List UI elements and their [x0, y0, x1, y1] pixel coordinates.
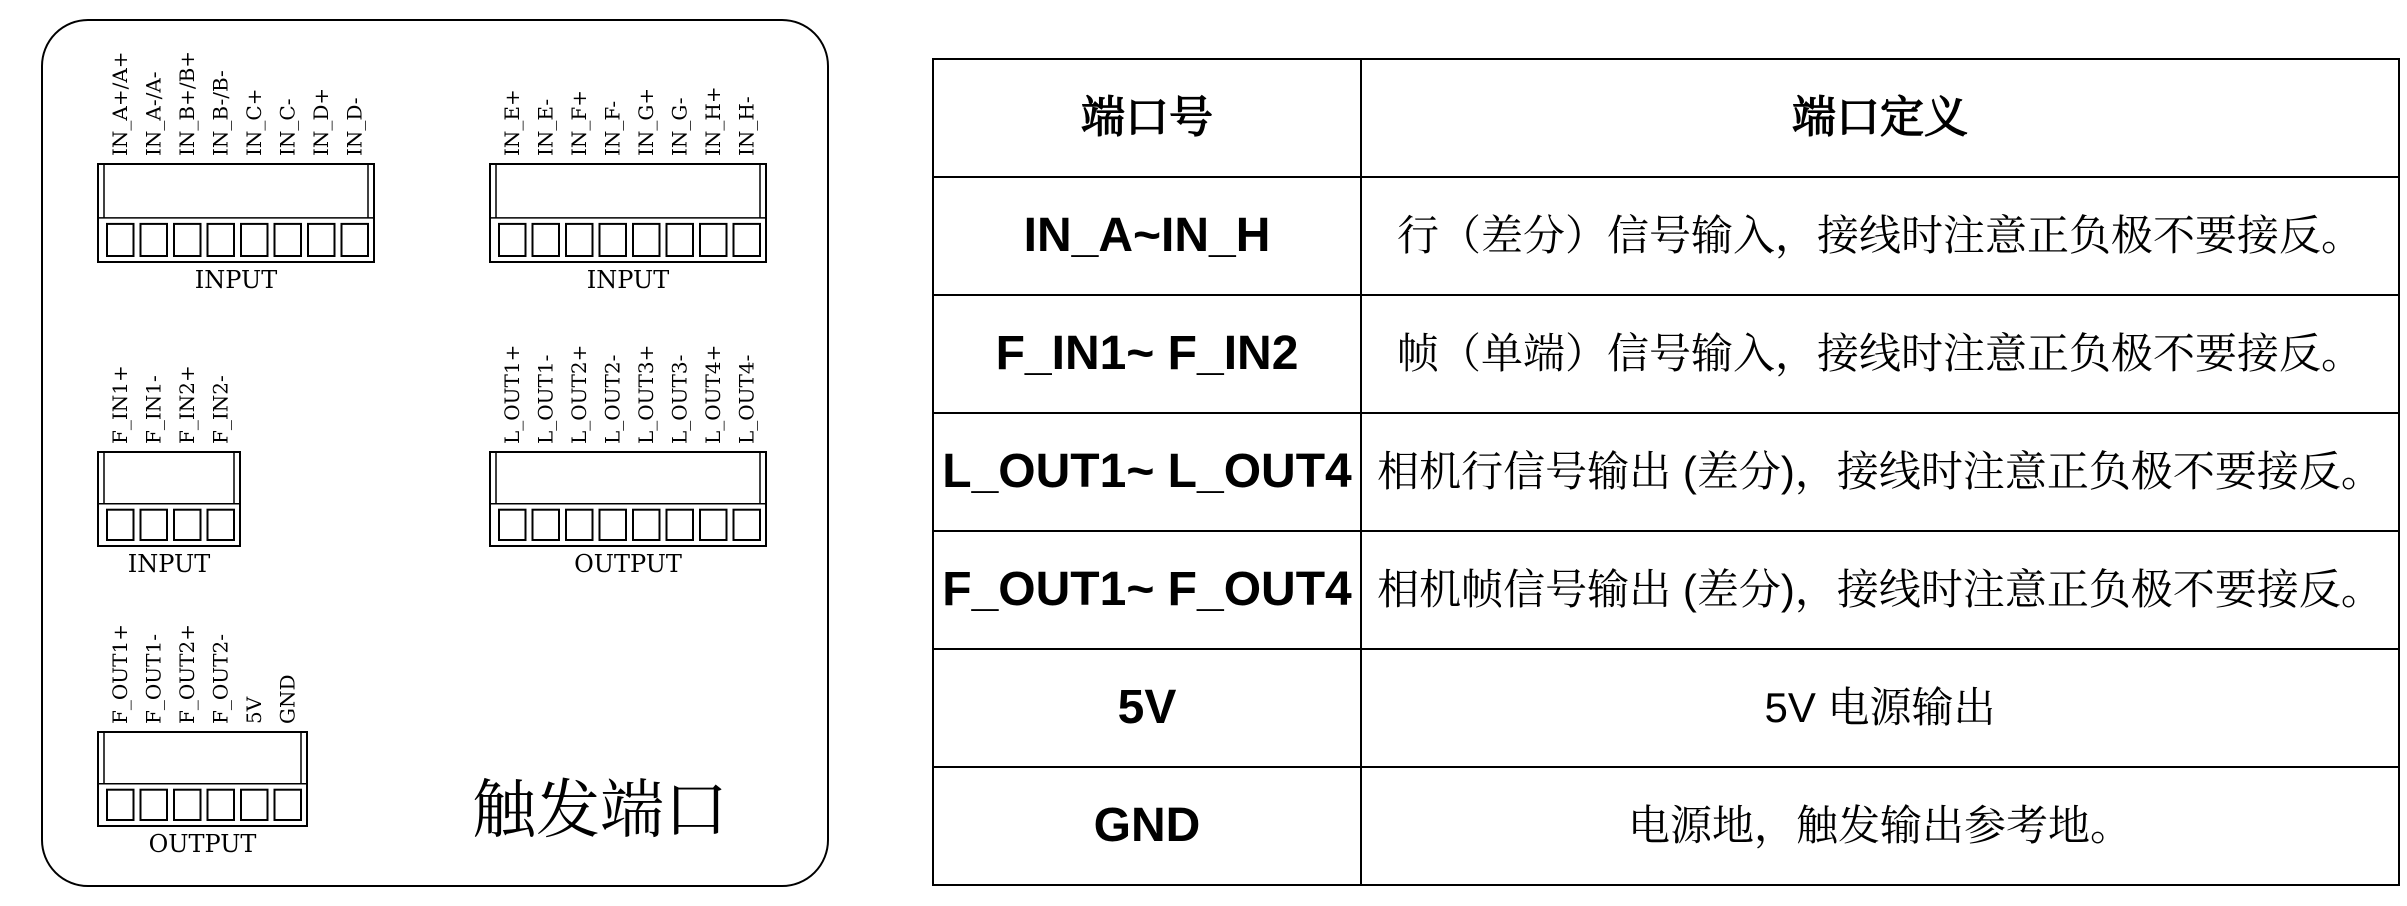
terminal-pin: [174, 510, 201, 540]
pin-label: L_OUT4-: [734, 354, 759, 444]
pin-label: IN_H+: [700, 86, 725, 156]
port-definition-table: [932, 58, 2400, 886]
terminal-pin: [342, 224, 369, 256]
definition-cell: 电源地，触发输出参考地。: [1361, 767, 2399, 885]
pin-label: L_OUT2-: [600, 354, 625, 444]
table-row: [933, 413, 2399, 531]
pin-label: GND: [275, 674, 300, 724]
header-definition: 端口定义: [1361, 59, 2399, 177]
table-header-row: [933, 59, 2399, 177]
terminal-pin: [600, 510, 627, 540]
panel-title: 触发端口: [472, 774, 728, 848]
table-row: [933, 177, 2399, 295]
terminal-pin: [241, 790, 268, 820]
pin-label: L_OUT4+: [700, 344, 725, 444]
terminal-block: [98, 365, 240, 578]
pin-label: L_OUT3-: [667, 354, 692, 444]
table-row: [933, 649, 2399, 767]
pin-label: IN_D+: [308, 87, 333, 156]
terminal-pin: [734, 224, 761, 256]
terminal-pin: [633, 510, 660, 540]
terminal-block: [490, 86, 766, 294]
terminal-pin: [208, 790, 235, 820]
table-row: [933, 531, 2399, 649]
terminal-pin: [107, 224, 134, 256]
terminal-pin: [734, 510, 761, 540]
pin-label: IN_F+: [566, 89, 591, 156]
pin-label: IN_C-: [275, 98, 300, 156]
pin-label: IN_B+/B+: [174, 50, 199, 156]
terminal-pin: [208, 510, 235, 540]
pin-label: F_OUT2-: [208, 634, 233, 724]
terminal-block: [98, 624, 307, 858]
terminal-pin: [141, 510, 168, 540]
pin-label: IN_A+/A+: [107, 51, 132, 156]
pin-label: IN_E-: [533, 98, 558, 156]
pin-label: F_IN2+: [174, 365, 199, 444]
terminal-pin: [174, 224, 201, 256]
terminal-pin: [600, 224, 627, 256]
definition-cell: 5V 电源输出: [1361, 649, 2399, 767]
pin-label: IN_H-: [734, 96, 759, 156]
trigger-port-panel: [0, 0, 840, 906]
pin-label: IN_F-: [600, 100, 625, 156]
port-cell: IN_A~IN_H: [933, 177, 1361, 295]
connector-caption: OUTPUT: [574, 550, 682, 578]
table-row: [933, 295, 2399, 413]
pin-label: F_OUT1-: [141, 634, 166, 724]
connector-caption: OUTPUT: [148, 830, 257, 858]
definition-cell: 行（差分）信号输入，接线时注意正负极不要接反。: [1361, 177, 2399, 295]
pin-label: L_OUT2+: [566, 344, 591, 444]
terminal-block: [490, 345, 766, 578]
terminal-pin: [633, 224, 660, 256]
pin-label: IN_C+: [241, 88, 266, 156]
terminal-pin: [174, 790, 201, 820]
pin-label: IN_B-/B-: [208, 70, 233, 156]
pin-label: IN_E+: [499, 89, 524, 156]
port-cell: GND: [933, 767, 1361, 885]
terminal-pin: [667, 224, 694, 256]
table-row: [933, 767, 2399, 885]
terminal-pin: [667, 510, 694, 540]
terminal-pin: [275, 224, 302, 256]
terminal-pin: [107, 790, 134, 820]
terminal-pin: [566, 224, 593, 256]
terminal-pin: [533, 510, 560, 540]
definition-cell: 相机帧信号输出 (差分)，接线时注意正负极不要接反。: [1361, 531, 2399, 649]
terminal-pin: [700, 510, 727, 540]
terminal-pin: [700, 224, 727, 256]
terminal-pin: [141, 790, 168, 820]
pin-label: F_IN2-: [208, 375, 233, 444]
connector-caption: INPUT: [127, 550, 211, 578]
pin-label: F_IN1+: [107, 365, 132, 444]
terminal-pin: [533, 224, 560, 256]
terminal-pin: [241, 224, 268, 256]
connector-caption: INPUT: [586, 266, 670, 294]
pin-label: IN_A-/A-: [141, 71, 166, 156]
connector-group: [98, 51, 766, 858]
port-cell: L_OUT1~ L_OUT4: [933, 413, 1361, 531]
terminal-pin: [141, 224, 168, 256]
terminal-pin: [308, 224, 335, 256]
definition-cell: 帧（单端）信号输入，接线时注意正负极不要接反。: [1361, 295, 2399, 413]
port-cell: F_IN1~ F_IN2: [933, 295, 1361, 413]
connector-caption: INPUT: [194, 266, 278, 294]
pin-label: IN_D-: [342, 97, 367, 156]
pin-label: L_OUT1-: [533, 354, 558, 444]
pin-label: F_IN1-: [141, 375, 166, 444]
definition-cell: 相机行信号输出 (差分)，接线时注意正负极不要接反。: [1361, 413, 2399, 531]
pin-label: F_OUT1+: [107, 624, 132, 724]
port-cell: F_OUT1~ F_OUT4: [933, 531, 1361, 649]
terminal-pin: [275, 790, 302, 820]
terminal-pin: [499, 224, 526, 256]
terminal-pin: [566, 510, 593, 540]
pin-label: F_OUT2+: [174, 624, 199, 724]
pin-label: IN_G-: [667, 97, 692, 156]
terminal-pin: [107, 510, 134, 540]
terminal-pin: [208, 224, 235, 256]
terminal-pin: [499, 510, 526, 540]
header-port: 端口号: [933, 59, 1361, 177]
port-cell: 5V: [933, 649, 1361, 767]
pin-label: L_OUT3+: [633, 344, 658, 444]
pin-label: L_OUT1+: [499, 344, 524, 444]
pin-label: IN_G+: [633, 87, 658, 156]
terminal-block: [98, 51, 374, 294]
pin-label: 5V: [241, 696, 266, 724]
